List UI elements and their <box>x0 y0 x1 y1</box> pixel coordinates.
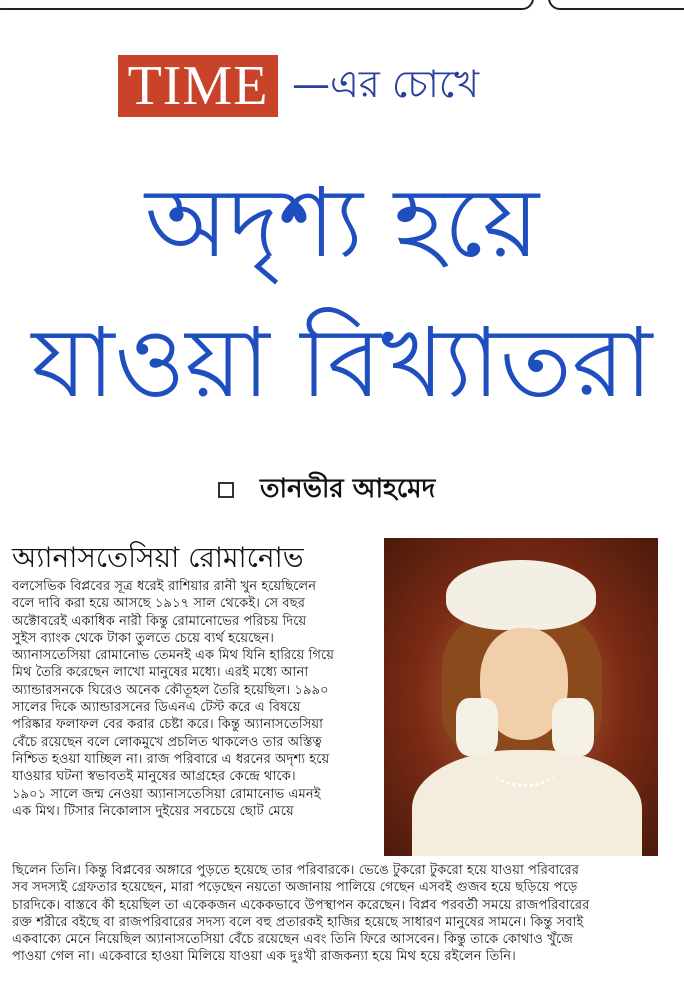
time-logo: TIME <box>118 55 278 117</box>
body-line: পাওয়া গেল না। একেবারে হাওয়া মিলিয়ে যাওয়া এক দুঃখী রাজকন্যা হয়ে মিথ হয়ে রইলেন তিনি। <box>12 949 516 965</box>
body-line: মিথ তৈরি করেছেন লাখো মানুষের মধ্যে। এরই মধ্যে আনা <box>12 665 309 681</box>
photo-bow-right <box>552 698 594 756</box>
page-tab-right <box>548 0 684 10</box>
anastasia-portrait-photo <box>384 538 658 856</box>
body-line: ছিলেন তিনি। কিন্তু বিপ্লবের অঙ্গারে পুড়তে হয়েছে তার পরিবারকে। ভেঙে টুকরো টুকরো হয়ে যাওয়া পরিবারের <box>12 863 579 878</box>
photo-hat <box>446 560 596 630</box>
headline-line-2: যাওয়া বিখ্যাতরা <box>31 307 653 419</box>
body-line: নিশ্চিত হওয়া যাচ্ছিল না। রাজ পরিবারে এ ধরনের অদৃশ্য হয়ে <box>12 751 330 767</box>
masthead-suffix: —এর চোখে <box>292 62 480 106</box>
body-line: সব সদস্যই গ্রেফতার হয়েছেন, মারা পড়েছেন নয়তো অজানায় পালিয়ে গেছেন এসবই গুজব হয়ে ছড়িয়ে পড়ে <box>12 880 578 896</box>
body-line: একবাক্যে মেনে নিয়েছিল অ্যানাসতেসিয়া বেঁচে রয়েছেন এবং তিনি ফিরে আসবেন। কিন্তু তাকে কোথাও খুঁজে <box>12 932 573 948</box>
section-title: অ্যানাসতেসিয়া রোমানোভ <box>12 541 304 574</box>
body-line: ১৯০১ সালে জন্ম নেওয়া অ্যানাসতেসিয়া রোমানোভ এমনই <box>12 786 321 802</box>
byline-square-icon <box>218 482 234 498</box>
body-line: পরিষ্কার ফলাফল বের করার চেষ্টা করে। কিন্তু অ্যানাসতেসিয়া <box>12 717 323 733</box>
body-line: বলে দাবি করা হয়ে আসছে ১৯১৭ সাল থেকেই। সে বছর <box>12 596 305 612</box>
body-line: অক্টোবরেই একাধিক নারী কিন্তু রোমানোভের পরিচয় দিয়ে <box>12 613 307 629</box>
body-line: এক মিথ। টিসার নিকোলাস দুইয়ের সবচেয়ে ছোট মেয়ে <box>12 803 294 819</box>
body-line: যাওয়ার ঘটনা স্বভাবতই মানুষের আগ্রহের কেন্দ্রে থাকে। <box>12 769 296 785</box>
body-line: রক্ত শরীরে বইছে বা রাজপরিবারের সদস্য বলে বহু প্রতারকই হাজির হয়েছে সাধারণ মানুষের সামনে। কিন্তু সবাই <box>12 914 584 930</box>
page-tab-left <box>0 0 534 10</box>
body-line: সালের দিকে অ্যান্ডারসনের ডিএনএ টেস্ট করে এ বিষয়ে <box>12 700 301 716</box>
body-line: চারদিকে। বাস্তবে কী হয়েছিল তা একেকজন একেকভাবে উপস্থাপন করেছেন। বিপ্লব পরবর্তী সময়ে রাজপরিবারের <box>12 897 590 913</box>
body-line: সুইস ব্যাংক থেকে টাকা তুলতে চেয়ে ব্যর্থ হয়েছেন। <box>12 630 275 646</box>
photo-necklace <box>494 754 556 787</box>
author-name: তানভীর আহমেদ <box>260 474 436 504</box>
article-body-narrow <box>12 578 378 820</box>
body-line: বলসেভিক বিপ্লবের সূত্র ধরেই রাশিয়ার রানী খুন হয়েছিলেন <box>12 579 317 594</box>
photo-bow-left <box>456 698 498 756</box>
body-line: অ্যান্ডারসনকে ঘিরেও অনেক কৌতূহল তৈরি হয়েছিল। ১৯৯০ <box>12 682 329 698</box>
body-line: বেঁচে রয়েছেন বলে লোকমুখে প্রচলিত থাকলেও তার অস্তিত্ব <box>12 734 322 750</box>
byline <box>218 468 435 512</box>
article-body-wide <box>12 862 672 966</box>
headline-line-1: অদৃশ্য হয়ে <box>144 167 540 279</box>
body-line: অ্যানাসতেসিয়া রোমানোভ তেমনই এক মিথ যিনি হারিয়ে গিয়ে <box>12 648 335 664</box>
